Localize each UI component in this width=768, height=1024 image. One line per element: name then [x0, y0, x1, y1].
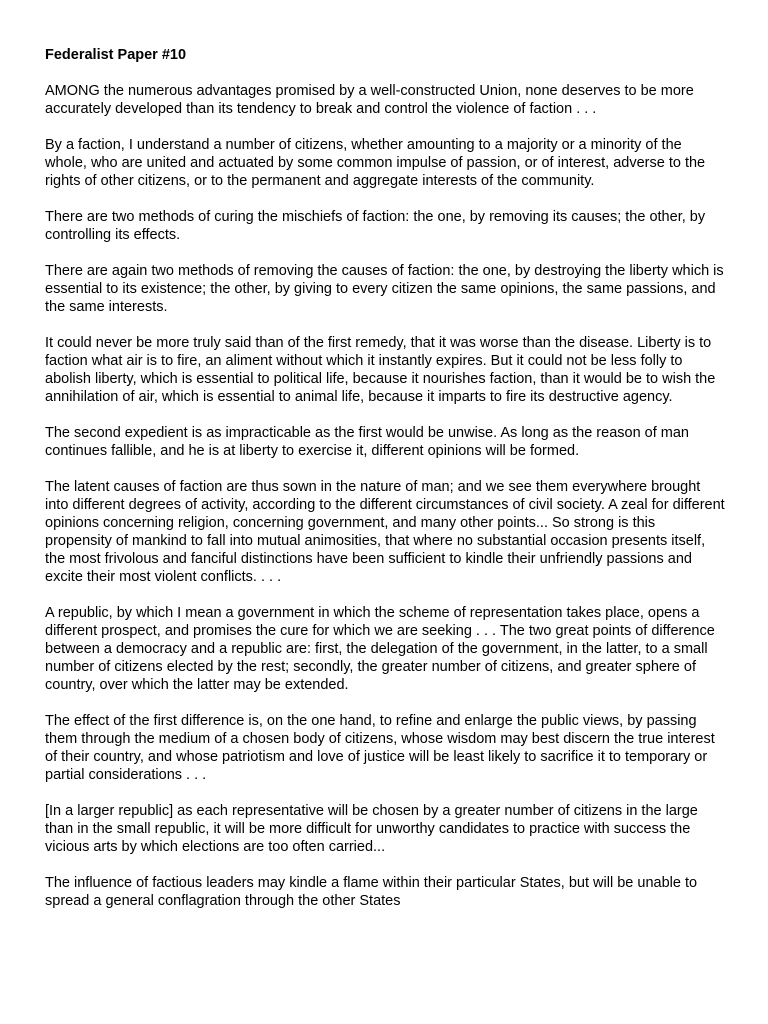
- paragraph: It could never be more truly said than of the first remedy, that it was worse than the disease. Liberty is to faction what air is to fire, an aliment without which it instantly expires. But it could not be less folly to abolish liberty, which is essential to political life, because it nourishes faction, than it would be to wish the annihilation of air, which is essential to animal life, because it imparts to fire its destructive agency.: [45, 335, 716, 405]
- paragraph: There are two methods of curing the mischiefs of faction: the one, by removing its causes; the other, by controlling its effects.: [45, 209, 706, 243]
- paragraph: [In a larger republic] as each representative will be chosen by a greater number of citizens in the large than in the small republic, it will be more difficult for unworthy candidates to practice with success the vicious arts by which elections are too often carried...: [45, 803, 698, 855]
- paragraph: The effect of the first difference is, on the one hand, to refine and enlarge the public views, by passing them through the medium of a chosen body of citizens, whose wisdom may best discern the true interest of their country, and whose patriotism and love of justice will be least likely to sacrifice it to temporary or partial considerations . . .: [45, 713, 715, 783]
- paragraph: There are again two methods of removing the causes of faction: the one, by destroying the liberty which is essential to its existence; the other, by giving to every citizen the same opinions, the same passions, and the same interests.: [45, 263, 724, 315]
- document-page: [45, 46, 725, 928]
- paragraph: AMONG the numerous advantages promised by a well-constructed Union, none deserves to be more accurately developed than its tendency to break and control the violence of faction . . .: [45, 83, 694, 117]
- document-title: Federalist Paper #10: [45, 47, 187, 63]
- paragraph: A republic, by which I mean a government in which the scheme of representation takes place, opens a different prospect, and promises the cure for which we are seeking . . . The two great points of difference between a democracy and a republic are: first, the delegation of the government, in the latter, to a small number of citizens elected by the rest; secondly, the greater number of citizens, and greater sphere of country, over which the latter may be extended.: [45, 605, 715, 693]
- paragraph: The latent causes of faction are thus sown in the nature of man; and we see them everywhere brought into different degrees of activity, according to the different circumstances of civil society. A zeal for different opinions concerning religion, concerning government, and many other points... So strong is this propensity of mankind to fall into mutual animosities, that where no substantial occasion presents itself, the most frivolous and fanciful distinctions have been sufficient to kindle their unfriendly passions and excite their most violent conflicts. . . .: [45, 479, 725, 585]
- paragraph: By a faction, I understand a number of citizens, whether amounting to a majority or a minority of the whole, who are united and actuated by some common impulse of passion, or of interest, adverse to the rights of other citizens, or to the permanent and aggregate interests of the community.: [45, 137, 706, 189]
- paragraph: The second expedient is as impracticable as the first would be unwise. As long as the reason of man continues fallible, and he is at liberty to exercise it, different opinions will be formed.: [45, 425, 689, 459]
- paragraph: The influence of factious leaders may kindle a flame within their particular States, but will be unable to spread a general conflagration through the other States: [45, 875, 698, 909]
